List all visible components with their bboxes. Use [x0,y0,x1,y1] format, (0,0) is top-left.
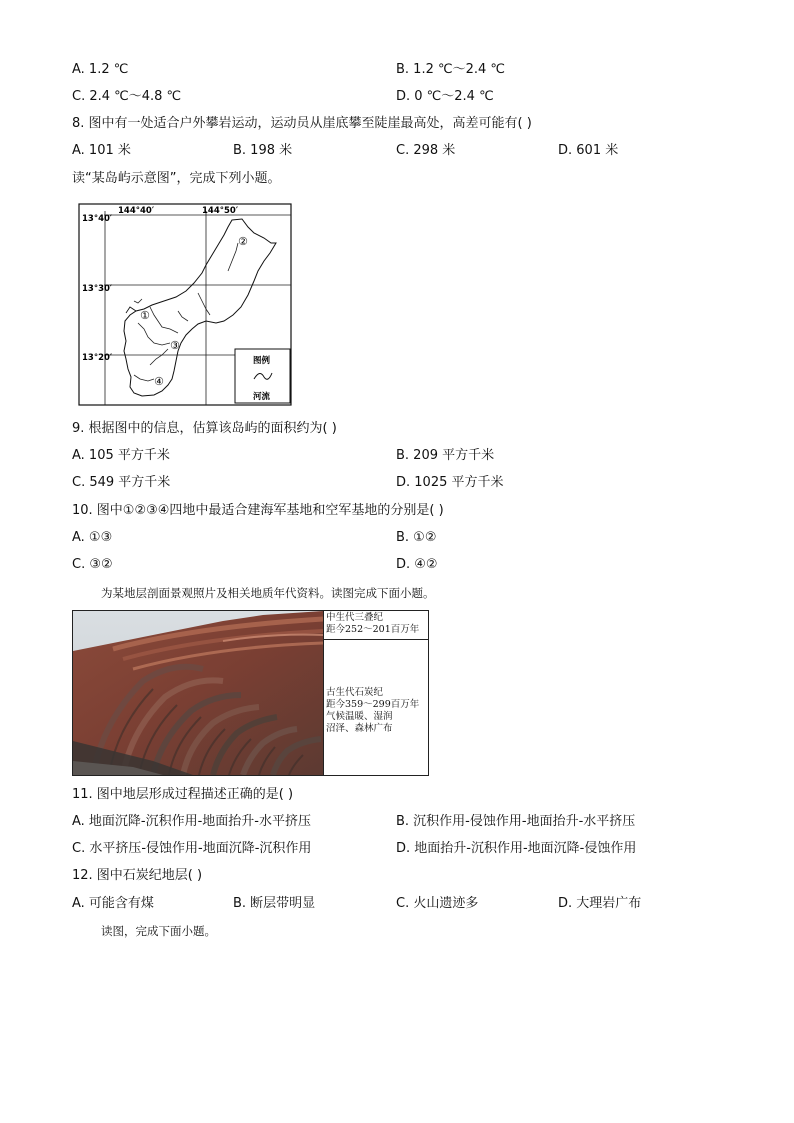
triassic-age: 距今252～201百万年 [326,624,420,635]
q10-option-b: B. ①② [396,530,437,545]
lat-label-3: 13°20′ [82,353,113,363]
q8-option-d: D. 601 米 [558,143,619,158]
q9-stem: 9. 根据图中的信息，估算该岛屿的面积约为( ) [72,421,337,436]
q11-option-d: D. 地面抬升-沉积作用-地面沉降-侵蚀作用 [396,841,637,856]
q11-stem: 11. 图中地层形成过程描述正确的是( ) [72,787,294,802]
carboniferous-climate: 气候温暖、湿润 [326,711,393,722]
q7-option-b: B. 1.2 ℃～2.4 ℃ [396,62,505,77]
q8-option-b: B. 198 米 [233,143,293,158]
lat-label-2: 13°30′ [82,284,113,294]
q11-option-b: B. 沉积作用-侵蚀作用-地面抬升-水平挤压 [396,814,636,829]
carboniferous-age: 距今359～299百万年 [326,699,420,710]
q7-option-d: D. 0 ℃～2.4 ℃ [396,89,494,104]
map-intro: 读“某岛屿示意图”，完成下列小题。 [72,171,281,186]
strata-photo [73,611,323,775]
lon-label-2: 144°50′ [202,206,239,216]
q10-option-a: A. ①③ [72,530,113,545]
q8-option-a: A. 101 米 [72,143,131,158]
legend-river-label: 河流 [253,392,271,402]
marker-4: ④ [154,375,164,388]
strata-figure [72,610,429,776]
lat-label-1: 13°40′ [82,214,113,224]
q7-option-c: C. 2.4 ℃～4.8 ℃ [72,89,182,104]
q12-option-d: D. 大理岩广布 [558,896,642,911]
carboniferous-title: 古生代石炭纪 [326,687,384,698]
triassic-title: 中生代三叠纪 [326,612,384,623]
q12-option-a: A. 可能含有煤 [72,896,154,911]
marker-2: ② [238,235,248,248]
q8-stem: 8. 图中有一处适合户外攀岩运动，运动员从崖底攀至陡崖最高处，高差可能有( ) [72,116,532,131]
island-map [78,203,292,406]
q9-option-c: C. 549 平方千米 [72,475,171,490]
q9-option-b: B. 209 平方千米 [396,448,495,463]
q10-option-d: D. ④② [396,557,438,572]
q8-option-c: C. 298 米 [396,143,456,158]
carboniferous-cell [324,687,429,735]
next-intro: 读图，完成下面小题。 [101,924,216,938]
q7-option-a: A. 1.2 ℃ [72,62,129,77]
q12-option-c: C. 火山遗迹多 [396,896,479,911]
carboniferous-environment: 沼泽、森林广布 [326,723,393,734]
q12-option-b: B. 断层带明显 [233,896,316,911]
marker-1: ① [140,309,150,322]
q9-option-d: D. 1025 平方千米 [396,475,504,490]
geo-intro: 为某地层剖面景观照片及相关地质年代资料。读图完成下面小题。 [101,586,435,600]
q9-option-a: A. 105 平方千米 [72,448,170,463]
q10-stem: 10. 图中①②③④四地中最适合建海军基地和空军基地的分别是( ) [72,503,444,518]
q11-option-c: C. 水平挤压-侵蚀作用-地面沉降-沉积作用 [72,841,312,856]
lon-label-1: 144°40′ [118,206,155,216]
q11-option-a: A. 地面沉降-沉积作用-地面抬升-水平挤压 [72,814,312,829]
q12-stem: 12. 图中石炭纪地层( ) [72,868,203,883]
q10-option-c: C. ③② [72,557,113,572]
triassic-cell [324,612,429,640]
geologic-time-table [323,611,429,775]
legend-title: 图例 [253,356,271,366]
marker-3: ③ [170,339,180,352]
